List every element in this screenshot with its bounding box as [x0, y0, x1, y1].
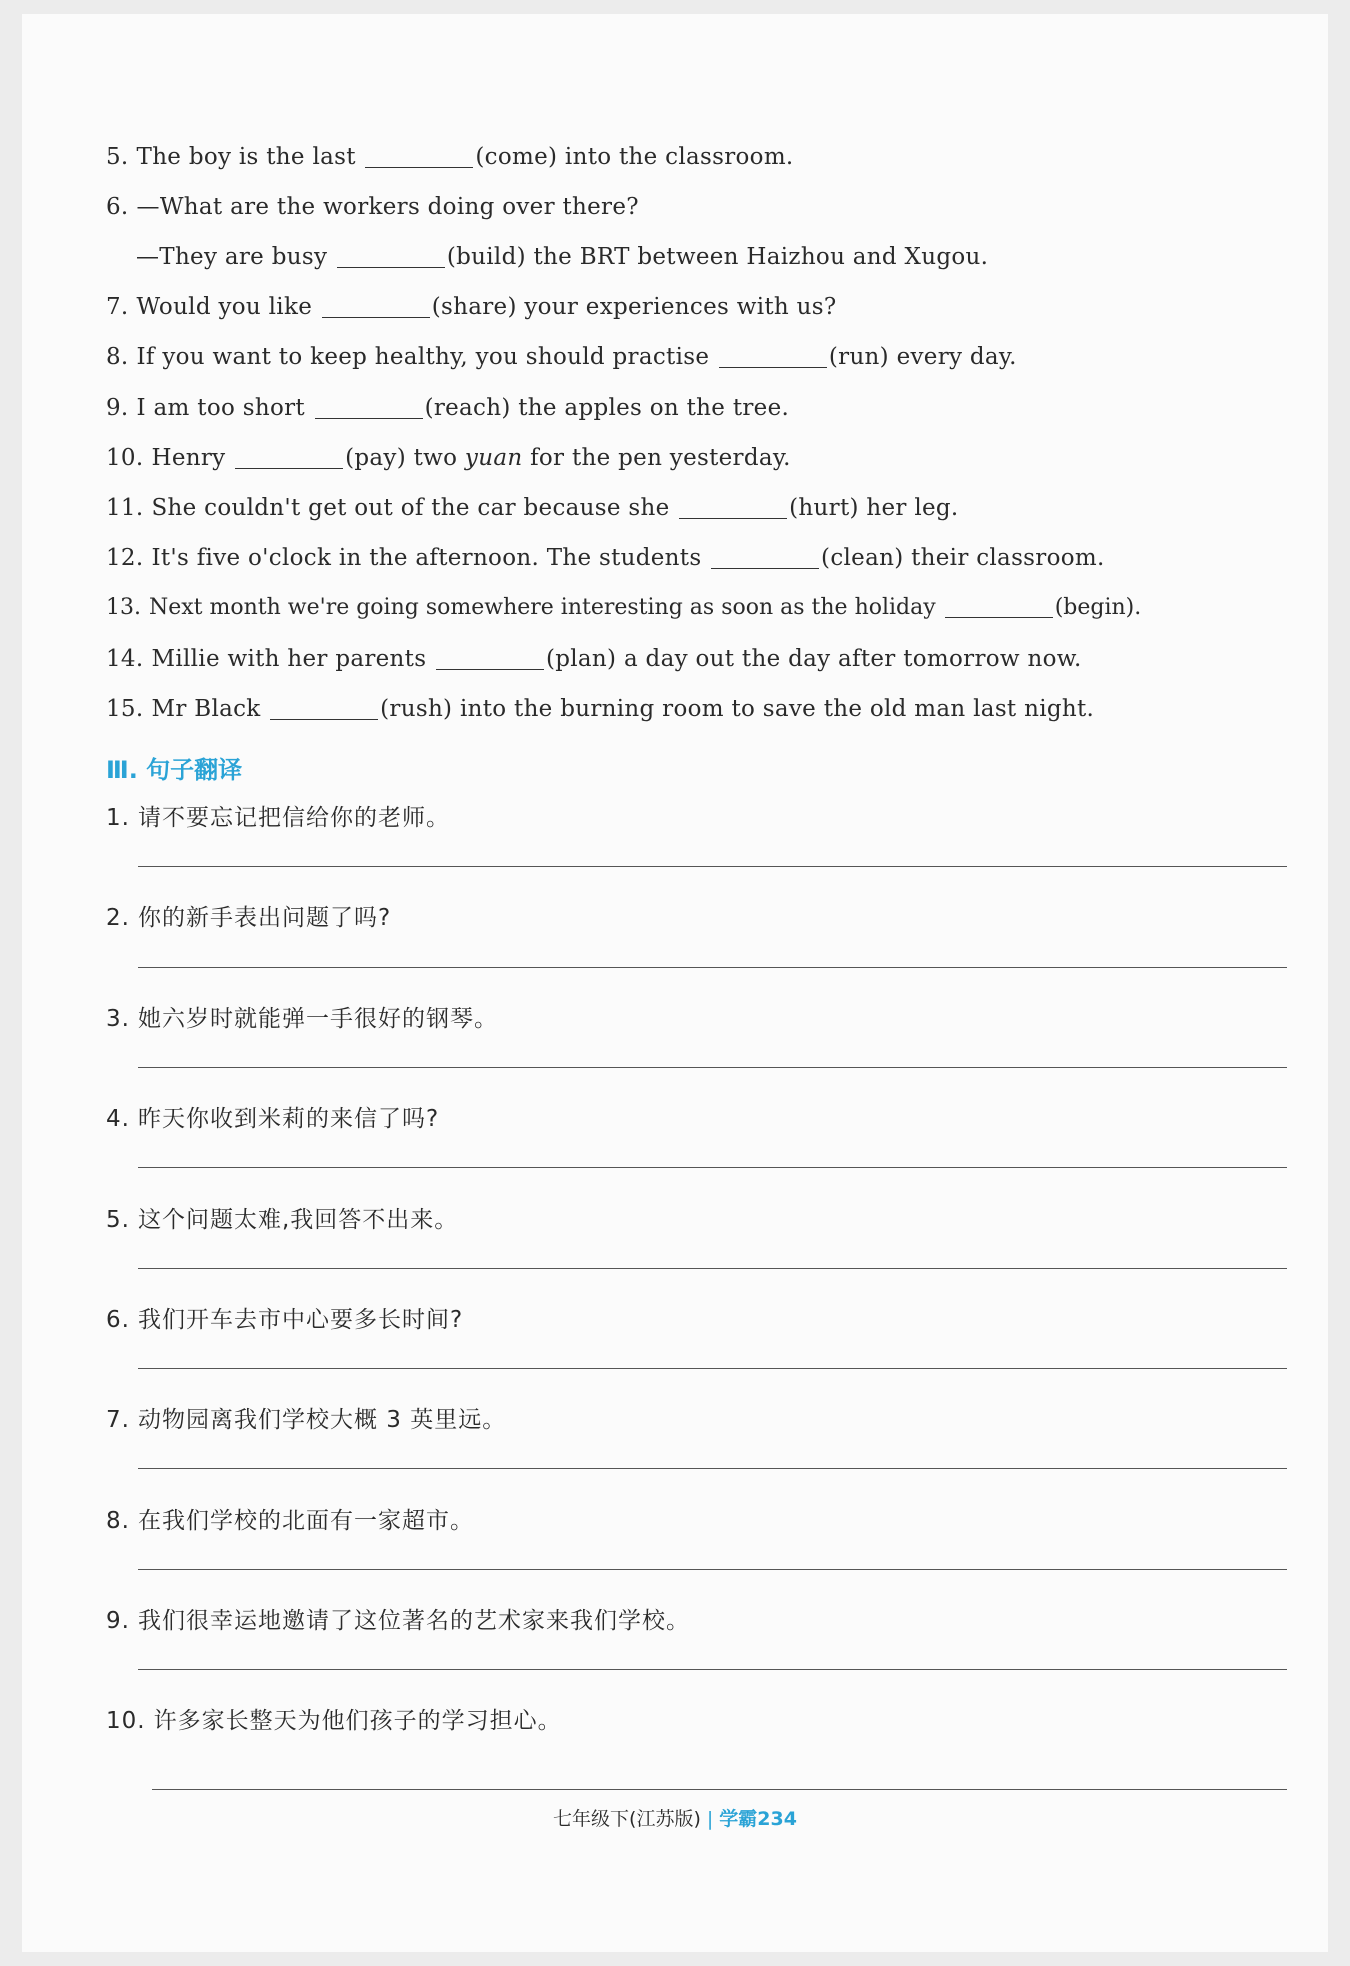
answer-blank[interactable]	[235, 448, 343, 469]
translate-2: 2. 你的新手表出问题了吗?	[106, 905, 392, 931]
question-13: 13. Next month we're going somewhere interesting as soon as the holiday (begin).	[106, 595, 1142, 620]
answer-line[interactable]	[138, 1368, 1287, 1369]
answer-line[interactable]	[138, 967, 1287, 968]
question-8: 8. If you want to keep healthy, you should practise (run) every day.	[106, 344, 1017, 370]
question-6-reply: —They are busy (build) the BRT between Haizhou and Xugou.	[136, 244, 989, 270]
translate-8: 8. 在我们学校的北面有一家超市。	[106, 1508, 474, 1534]
translate-4: 4. 昨天你收到米莉的来信了吗?	[106, 1106, 440, 1132]
translate-9: 9. 我们很幸运地邀请了这位著名的艺术家来我们学校。	[106, 1608, 690, 1634]
answer-blank[interactable]	[322, 297, 430, 318]
answer-line[interactable]	[138, 1468, 1287, 1469]
answer-blank[interactable]	[337, 247, 445, 268]
question-14: 14. Millie with her parents (plan) a day out the day after tomorrow now.	[106, 646, 1082, 672]
answer-line[interactable]	[138, 1669, 1287, 1670]
section-title: Ⅲ. 句子翻译	[106, 756, 243, 784]
answer-blank[interactable]	[719, 347, 827, 368]
translate-10: 10. 许多家长整天为他们孩子的学习担心。	[106, 1708, 562, 1734]
question-15: 15. Mr Black (rush) into the burning room to save the old man last night.	[106, 696, 1095, 722]
answer-blank[interactable]	[711, 548, 819, 569]
answer-line[interactable]	[138, 1067, 1287, 1068]
answer-line[interactable]	[152, 1789, 1287, 1790]
question-9: 9. I am too short (reach) the apples on the tree.	[106, 395, 790, 421]
translate-3: 3. 她六岁时就能弹一手很好的钢琴。	[106, 1006, 498, 1032]
answer-line[interactable]	[138, 1268, 1287, 1269]
question-7: 7. Would you like (share) your experiences with us?	[106, 294, 837, 320]
question-11: 11. She couldn't get out of the car because she (hurt) her leg.	[106, 495, 959, 521]
answer-blank[interactable]	[945, 597, 1053, 618]
question-5: 5. The boy is the last (come) into the classroom.	[106, 144, 794, 170]
answer-blank[interactable]	[679, 498, 787, 519]
answer-line[interactable]	[138, 1167, 1287, 1168]
answer-line[interactable]	[138, 866, 1287, 867]
page-number: 234	[757, 1808, 797, 1830]
question-10: 10. Henry (pay) two yuan for the pen yesterday.	[106, 445, 791, 471]
translate-1: 1. 请不要忘记把信给你的老师。	[106, 805, 450, 831]
divider: |	[706, 1808, 714, 1830]
question-6: 6. —What are the workers doing over there?	[106, 194, 639, 220]
question-12: 12. It's five o'clock in the afternoon. The students (clean) their classroom.	[106, 545, 1105, 571]
answer-blank[interactable]	[270, 699, 378, 720]
translate-6: 6. 我们开车去市中心要多长时间?	[106, 1307, 464, 1333]
answer-line[interactable]	[138, 1569, 1287, 1570]
translate-7: 7. 动物园离我们学校大概 3 英里远。	[106, 1407, 507, 1433]
answer-blank[interactable]	[315, 398, 423, 419]
translate-5: 5. 这个问题太难,我回答不出来。	[106, 1207, 459, 1233]
answer-blank[interactable]	[365, 147, 473, 168]
worksheet-page	[22, 14, 1328, 1952]
answer-blank[interactable]	[436, 649, 544, 670]
page-footer: 七年级下(江苏版) | 学霸234	[553, 1808, 797, 1830]
